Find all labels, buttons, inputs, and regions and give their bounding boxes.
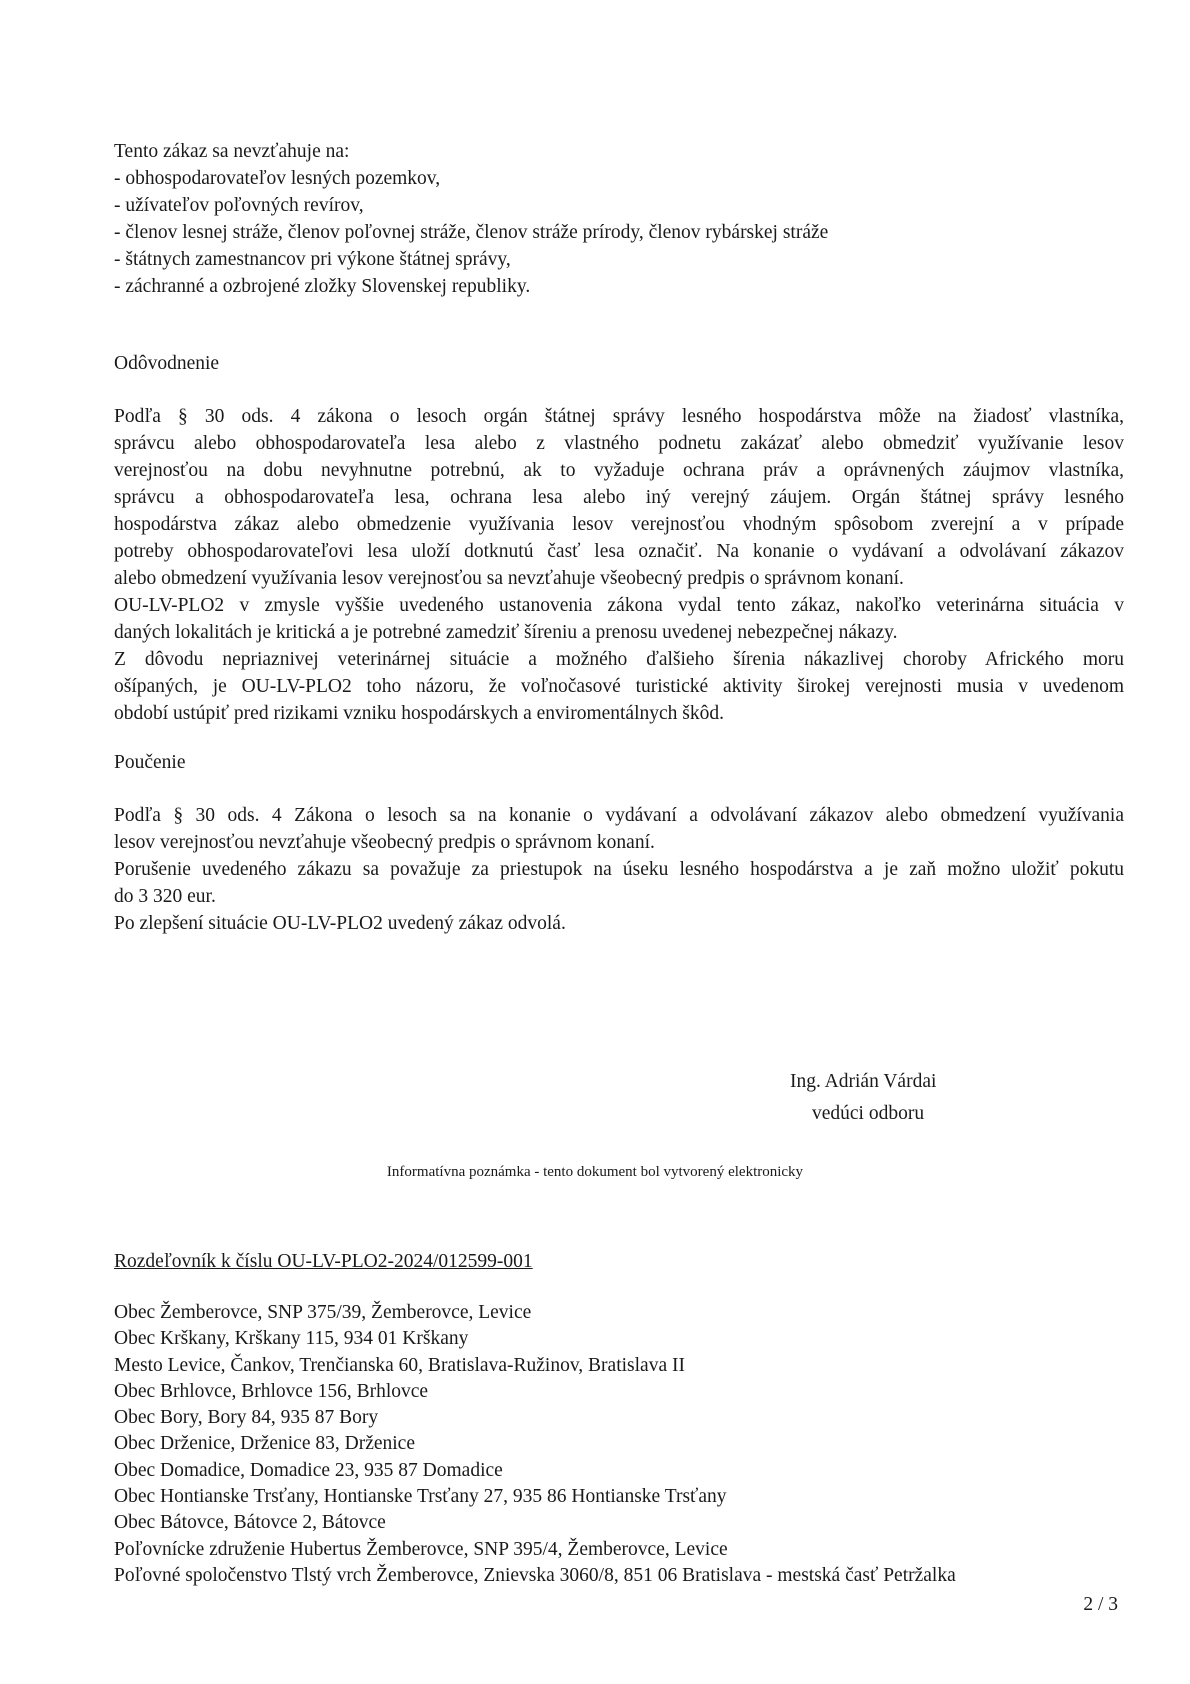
recipient-item: Poľovnícke združenie Hubertus Žemberovce, SNP 395/4, Žemberovce, Levice — [114, 1538, 728, 1560]
text-line: Porušenie uvedeného zákazu sa považuje za priestupok na úseku lesného hospodárstva a je zaň možno uložiť pokutu — [114, 859, 1124, 880]
text-line: daných lokalitách je kritická a je potrebné zamedziť šíreniu a prenosu uvedenej nebezpečnej nákazy. — [114, 622, 898, 643]
exemption-item: - štátnych zamestnancov pri výkone štátnej správy, — [114, 249, 511, 270]
instruction-body — [114, 802, 1124, 937]
text-line: správcu alebo obhospodarovateľa lesa alebo z vlastného podnetu zakázať alebo obmedziť využívanie lesov — [114, 433, 1124, 454]
recipient-item: Mesto Levice, Čankov, Trenčianska 60, Bratislava-Ružinov, Bratislava II — [114, 1354, 685, 1376]
text-line: do 3 320 eur. — [114, 886, 216, 907]
exemption-item: - záchranné a ozbrojené zložky Slovenskej republiky. — [114, 276, 531, 297]
text-line: Podľa § 30 ods. 4 zákona o lesoch orgán štátnej správy lesného hospodárstva môže na žiadosť vlastníka, — [114, 406, 1124, 427]
text-line: období ustúpiť pred rizikami vzniku hospodárskych a enviromentálnych škôd. — [114, 703, 725, 724]
text-line: Podľa § 30 ods. 4 Zákona o lesoch sa na konanie o vydávaní a odvolávaní zákazov alebo obmedzení využívania — [114, 805, 1124, 826]
signatory-role: vedúci odboru — [812, 1103, 925, 1124]
signatory-name: Ing. Adrián Várdai — [790, 1071, 937, 1092]
recipient-item: Obec Domadice, Domadice 23, 935 87 Domadice — [114, 1459, 503, 1481]
text-line: hospodárstva zákaz alebo obmedzenie využívania lesov verejnosťou vhodným spôsobom zverejní a v prípade — [114, 514, 1124, 535]
text-line: alebo obmedzení využívania lesov verejnosťou sa nevzťahuje všeobecný predpis o správnom konaní. — [114, 568, 904, 589]
electronic-document-note: Informatívna poznámka - tento dokument bol vytvorený elektronicky — [386, 1164, 804, 1180]
exemption-item: - členov lesnej stráže, členov poľovnej stráže, členov stráže prírody, členov rybárskej stráže — [114, 222, 829, 243]
recipient-item: Obec Brhlovce, Brhlovce 156, Brhlovce — [114, 1380, 429, 1402]
text-line: lesov verejnosťou nevzťahuje všeobecný predpis o správnom konaní. — [114, 832, 655, 853]
recipient-item: Obec Žemberovce, SNP 375/39, Žemberovce, Levice — [114, 1302, 532, 1323]
distribution-title: Rozdeľovník k číslu OU-LV-PLO2-2024/012599-001 — [114, 1251, 533, 1272]
justification-heading: Odôvodnenie — [114, 353, 220, 374]
recipient-item: Obec Krškany, Krškany 115, 934 01 Krškany — [114, 1328, 469, 1350]
exemption-item: - užívateľov poľovných revírov, — [114, 195, 364, 216]
text-line: Po zlepšení situácie OU-LV-PLO2 uvedený zákaz odvolá. — [114, 913, 566, 934]
distribution-list — [114, 1300, 956, 1589]
recipient-item: Poľovné spoločenstvo Tlstý vrch Žemberovce, Znievska 3060/8, 851 06 Bratislava - mestská časť Petržalka — [114, 1564, 956, 1586]
text-line: Z dôvodu nepriaznivej veterinárnej situácie a možného ďalšieho šírenia nákazlivej choroby Afrického moru — [114, 649, 1124, 670]
exemption-section — [114, 138, 1124, 300]
text-line: správcu a obhospodarovateľa lesa, ochrana lesa alebo iný verejný záujem. Orgán štátnej správy lesného — [114, 487, 1124, 508]
signature-block — [790, 1066, 990, 1130]
text-line: potreby obhospodarovateľovi lesa uloží dotknutú časť lesa označiť. Na konanie o vydávaní a odvolávaní zákazov — [114, 541, 1124, 562]
recipient-item: Obec Hontianske Trsťany, Hontianske Trsťany 27, 935 86 Hontianske Trsťany — [114, 1486, 727, 1508]
recipient-item: Obec Bátovce, Bátovce 2, Bátovce — [114, 1512, 386, 1534]
text-line: ošípaných, je OU-LV-PLO2 toho názoru, že voľnočasové turistické aktivity širokej verejnosti musia v uvedenom — [114, 676, 1124, 697]
exemption-intro: Tento zákaz sa nevzťahuje na: — [114, 141, 350, 162]
instruction-heading: Poučenie — [114, 752, 186, 773]
recipient-item: Obec Drženice, Drženice 83, Drženice — [114, 1433, 415, 1455]
exemption-item: - obhospodarovateľov lesných pozemkov, — [114, 168, 441, 189]
text-line: OU-LV-PLO2 v zmysle vyššie uvedeného ustanovenia zákona vydal tento zákaz, nakoľko veterinárna situácia v — [114, 595, 1124, 616]
recipient-item: Obec Bory, Bory 84, 935 87 Bory — [114, 1407, 379, 1429]
text-line: verejnosťou na dobu nevyhnutne potrebnú, ak to vyžaduje ochrana práv a oprávnených záujmov vlastníka, — [114, 460, 1124, 481]
page-number: 2 / 3 — [1083, 1594, 1118, 1615]
justification-body — [114, 403, 1124, 727]
